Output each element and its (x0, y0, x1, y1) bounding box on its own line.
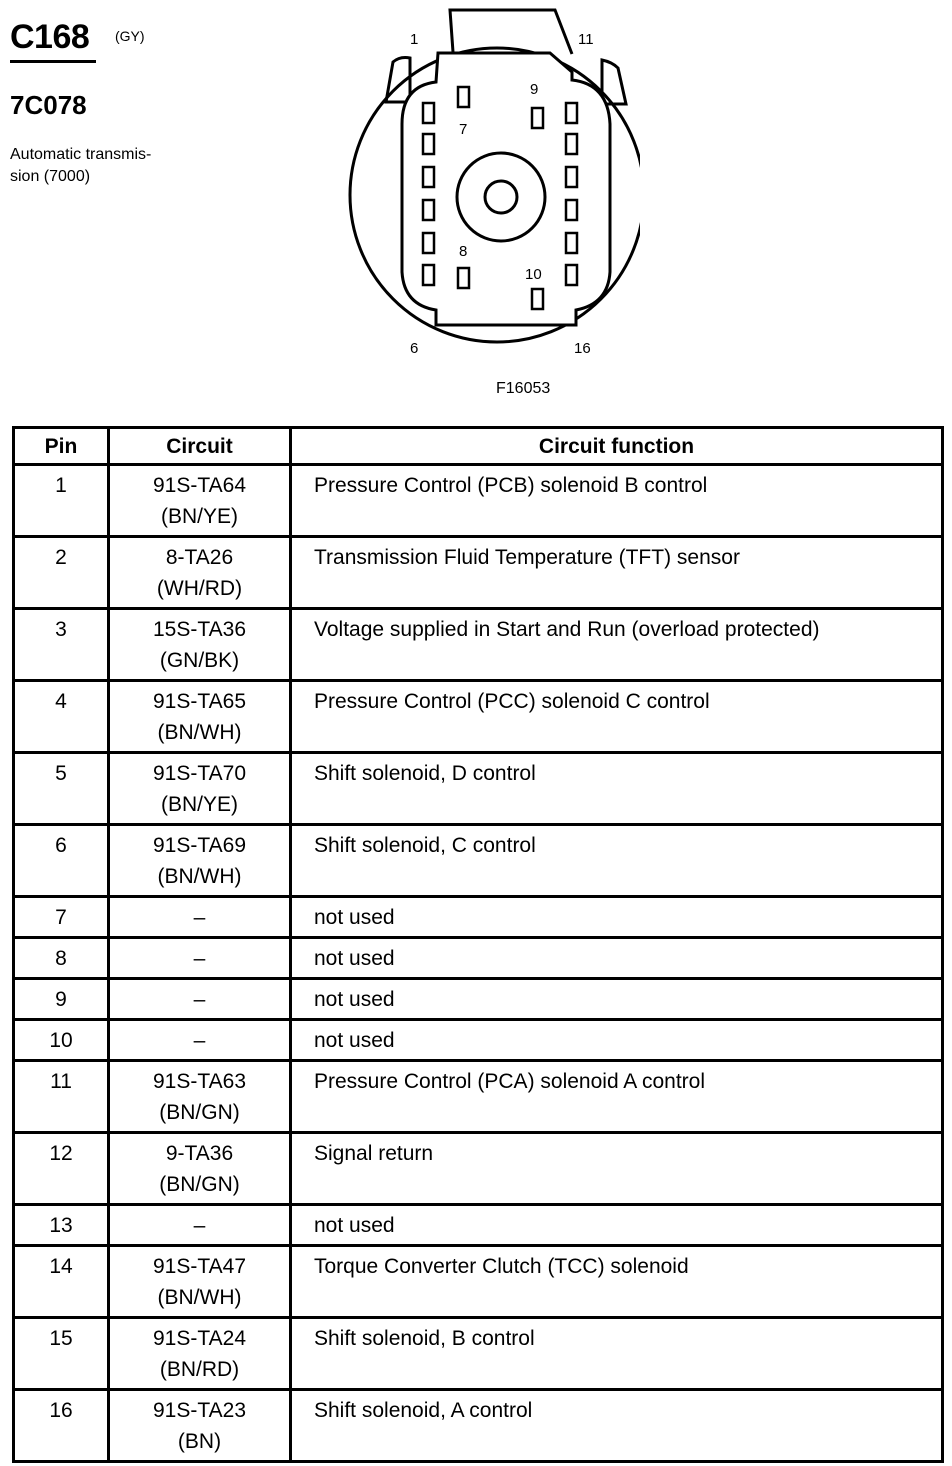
pin-number: 4 (14, 681, 109, 753)
pin-label-10: 10 (525, 266, 542, 283)
pin-number: 15 (14, 1318, 109, 1390)
circuit-function: Voltage supplied in Start and Run (overload protected) (291, 609, 943, 681)
pin-number: 9 (14, 979, 109, 1020)
table-row (14, 1020, 943, 1061)
pin-label-11: 11 (578, 31, 594, 48)
pin-slot (566, 103, 577, 123)
circuit-cell (109, 1318, 291, 1390)
table-row (14, 897, 943, 938)
table-row (14, 1390, 943, 1462)
pin-number: 8 (14, 938, 109, 979)
wire-color: (BN/WH) (157, 1286, 242, 1309)
circuit-number: 91S-TA23 (153, 1399, 246, 1422)
table-row (14, 1318, 943, 1390)
pin-slot (423, 233, 434, 253)
circuit-number: – (193, 988, 206, 1011)
column-header-function: Circuit function (291, 428, 943, 465)
connector-color: (GY) (115, 28, 145, 44)
pin-label-16: 16 (574, 340, 591, 357)
circuit-number: 9-TA36 (165, 1142, 234, 1165)
pin-number: 2 (14, 537, 109, 609)
wire-color: (WH/RD) (156, 577, 243, 600)
pin-slot (532, 289, 543, 309)
circuit-function: Signal return (291, 1133, 943, 1205)
wire-color: (BN/GN) (159, 1101, 240, 1124)
wire-color: (BN/YE) (160, 793, 238, 816)
pin-slot (423, 265, 434, 285)
table-row (14, 1205, 943, 1246)
table-row (14, 1133, 943, 1205)
pin-label-7: 7 (459, 121, 468, 138)
pin-slot (566, 265, 577, 285)
circuit-cell (109, 609, 291, 681)
wire-color: (BN/WH) (157, 721, 242, 744)
circuit-cell (109, 465, 291, 537)
pin-number: 10 (14, 1020, 109, 1061)
pin-number: 11 (14, 1061, 109, 1133)
circuit-function: not used (291, 1020, 943, 1061)
pin-table (12, 426, 944, 1463)
circuit-cell (109, 1205, 291, 1246)
circuit-number: – (193, 947, 206, 970)
pin-slot (423, 134, 434, 154)
circuit-number: – (193, 1029, 206, 1052)
wire-color: (BN/WH) (157, 865, 242, 888)
pin-number: 16 (14, 1390, 109, 1462)
pin-slot (566, 200, 577, 220)
pin-slot (458, 87, 469, 107)
column-header-circuit: Circuit (109, 428, 291, 465)
table-row (14, 1061, 943, 1133)
pin-slot (566, 233, 577, 253)
circuit-function: Pressure Control (PCA) solenoid A control (291, 1061, 943, 1133)
circuit-cell (109, 979, 291, 1020)
pin-slot (423, 200, 434, 220)
pin-slot (566, 167, 577, 187)
table-row (14, 681, 943, 753)
circuit-number: 91S-TA69 (153, 834, 246, 857)
circuit-function: Shift solenoid, B control (291, 1318, 943, 1390)
pin-label-8: 8 (459, 243, 468, 260)
circuit-cell (109, 753, 291, 825)
pin-number: 1 (14, 465, 109, 537)
circuit-function: Shift solenoid, D control (291, 753, 943, 825)
circuit-number: 91S-TA70 (153, 762, 246, 785)
circuit-number: 91S-TA47 (153, 1255, 246, 1278)
circuit-function: Shift solenoid, C control (291, 825, 943, 897)
wire-color: (GN/BK) (159, 649, 240, 672)
connector-id: C168 (10, 18, 90, 56)
table-row (14, 753, 943, 825)
circuit-function: Shift solenoid, A control (291, 1390, 943, 1462)
circuit-cell (109, 1020, 291, 1061)
pin-slot (423, 167, 434, 187)
pin-number: 13 (14, 1205, 109, 1246)
table-row (14, 537, 943, 609)
pin-slot (532, 108, 543, 128)
pin-label-1: 1 (410, 31, 419, 48)
column-header-pin: Pin (14, 428, 109, 465)
pin-label-6: 6 (410, 340, 419, 357)
table-header-row (14, 428, 943, 465)
wire-color: (BN) (177, 1430, 222, 1453)
circuit-cell (109, 938, 291, 979)
circuit-number: 91S-TA65 (153, 690, 246, 713)
connector-face-diagram (340, 0, 640, 372)
table-row (14, 465, 943, 537)
circuit-cell (109, 681, 291, 753)
circuit-function: Torque Converter Clutch (TCC) solenoid (291, 1246, 943, 1318)
circuit-function: not used (291, 979, 943, 1020)
circuit-number: 8-TA26 (165, 546, 234, 569)
circuit-function: not used (291, 938, 943, 979)
circuit-number: 15S-TA36 (153, 618, 246, 641)
component-description (10, 144, 180, 188)
circuit-number: 91S-TA24 (153, 1327, 246, 1350)
table-row (14, 979, 943, 1020)
circuit-function: Pressure Control (PCB) solenoid B control (291, 465, 943, 537)
circuit-cell (109, 1061, 291, 1133)
pin-number: 5 (14, 753, 109, 825)
table-row (14, 825, 943, 897)
figure-reference: F16053 (496, 380, 551, 397)
pin-table-body (14, 465, 943, 1462)
pin-slot (566, 134, 577, 154)
description-line: Automatic transmis- (10, 146, 152, 163)
circuit-number: – (193, 1214, 206, 1237)
circuit-cell (109, 897, 291, 938)
table-row (14, 1246, 943, 1318)
circuit-cell (109, 537, 291, 609)
pin-slot (423, 103, 434, 123)
circuit-cell (109, 1133, 291, 1205)
pin-number: 7 (14, 897, 109, 938)
circuit-function: not used (291, 897, 943, 938)
part-number: 7C078 (10, 90, 87, 120)
circuit-cell (109, 1390, 291, 1462)
circuit-number: 91S-TA64 (153, 474, 246, 497)
circuit-number: 91S-TA63 (153, 1070, 246, 1093)
connector-id-underline (10, 60, 96, 63)
pin-number: 12 (14, 1133, 109, 1205)
table-row (14, 938, 943, 979)
table-row (14, 609, 943, 681)
circuit-cell (109, 825, 291, 897)
pin-label-9: 9 (530, 81, 539, 98)
pin-number: 3 (14, 609, 109, 681)
pin-slot (458, 268, 469, 288)
circuit-function: not used (291, 1205, 943, 1246)
pin-number: 6 (14, 825, 109, 897)
circuit-function: Transmission Fluid Temperature (TFT) sensor (291, 537, 943, 609)
wire-color: (BN/RD) (159, 1358, 240, 1381)
circuit-number: – (193, 906, 206, 929)
description-line: sion (7000) (10, 168, 91, 185)
wire-color: (BN/YE) (160, 505, 238, 528)
circuit-function: Pressure Control (PCC) solenoid C control (291, 681, 943, 753)
circuit-cell (109, 1246, 291, 1318)
pin-number: 14 (14, 1246, 109, 1318)
wire-color: (BN/GN) (159, 1173, 240, 1196)
